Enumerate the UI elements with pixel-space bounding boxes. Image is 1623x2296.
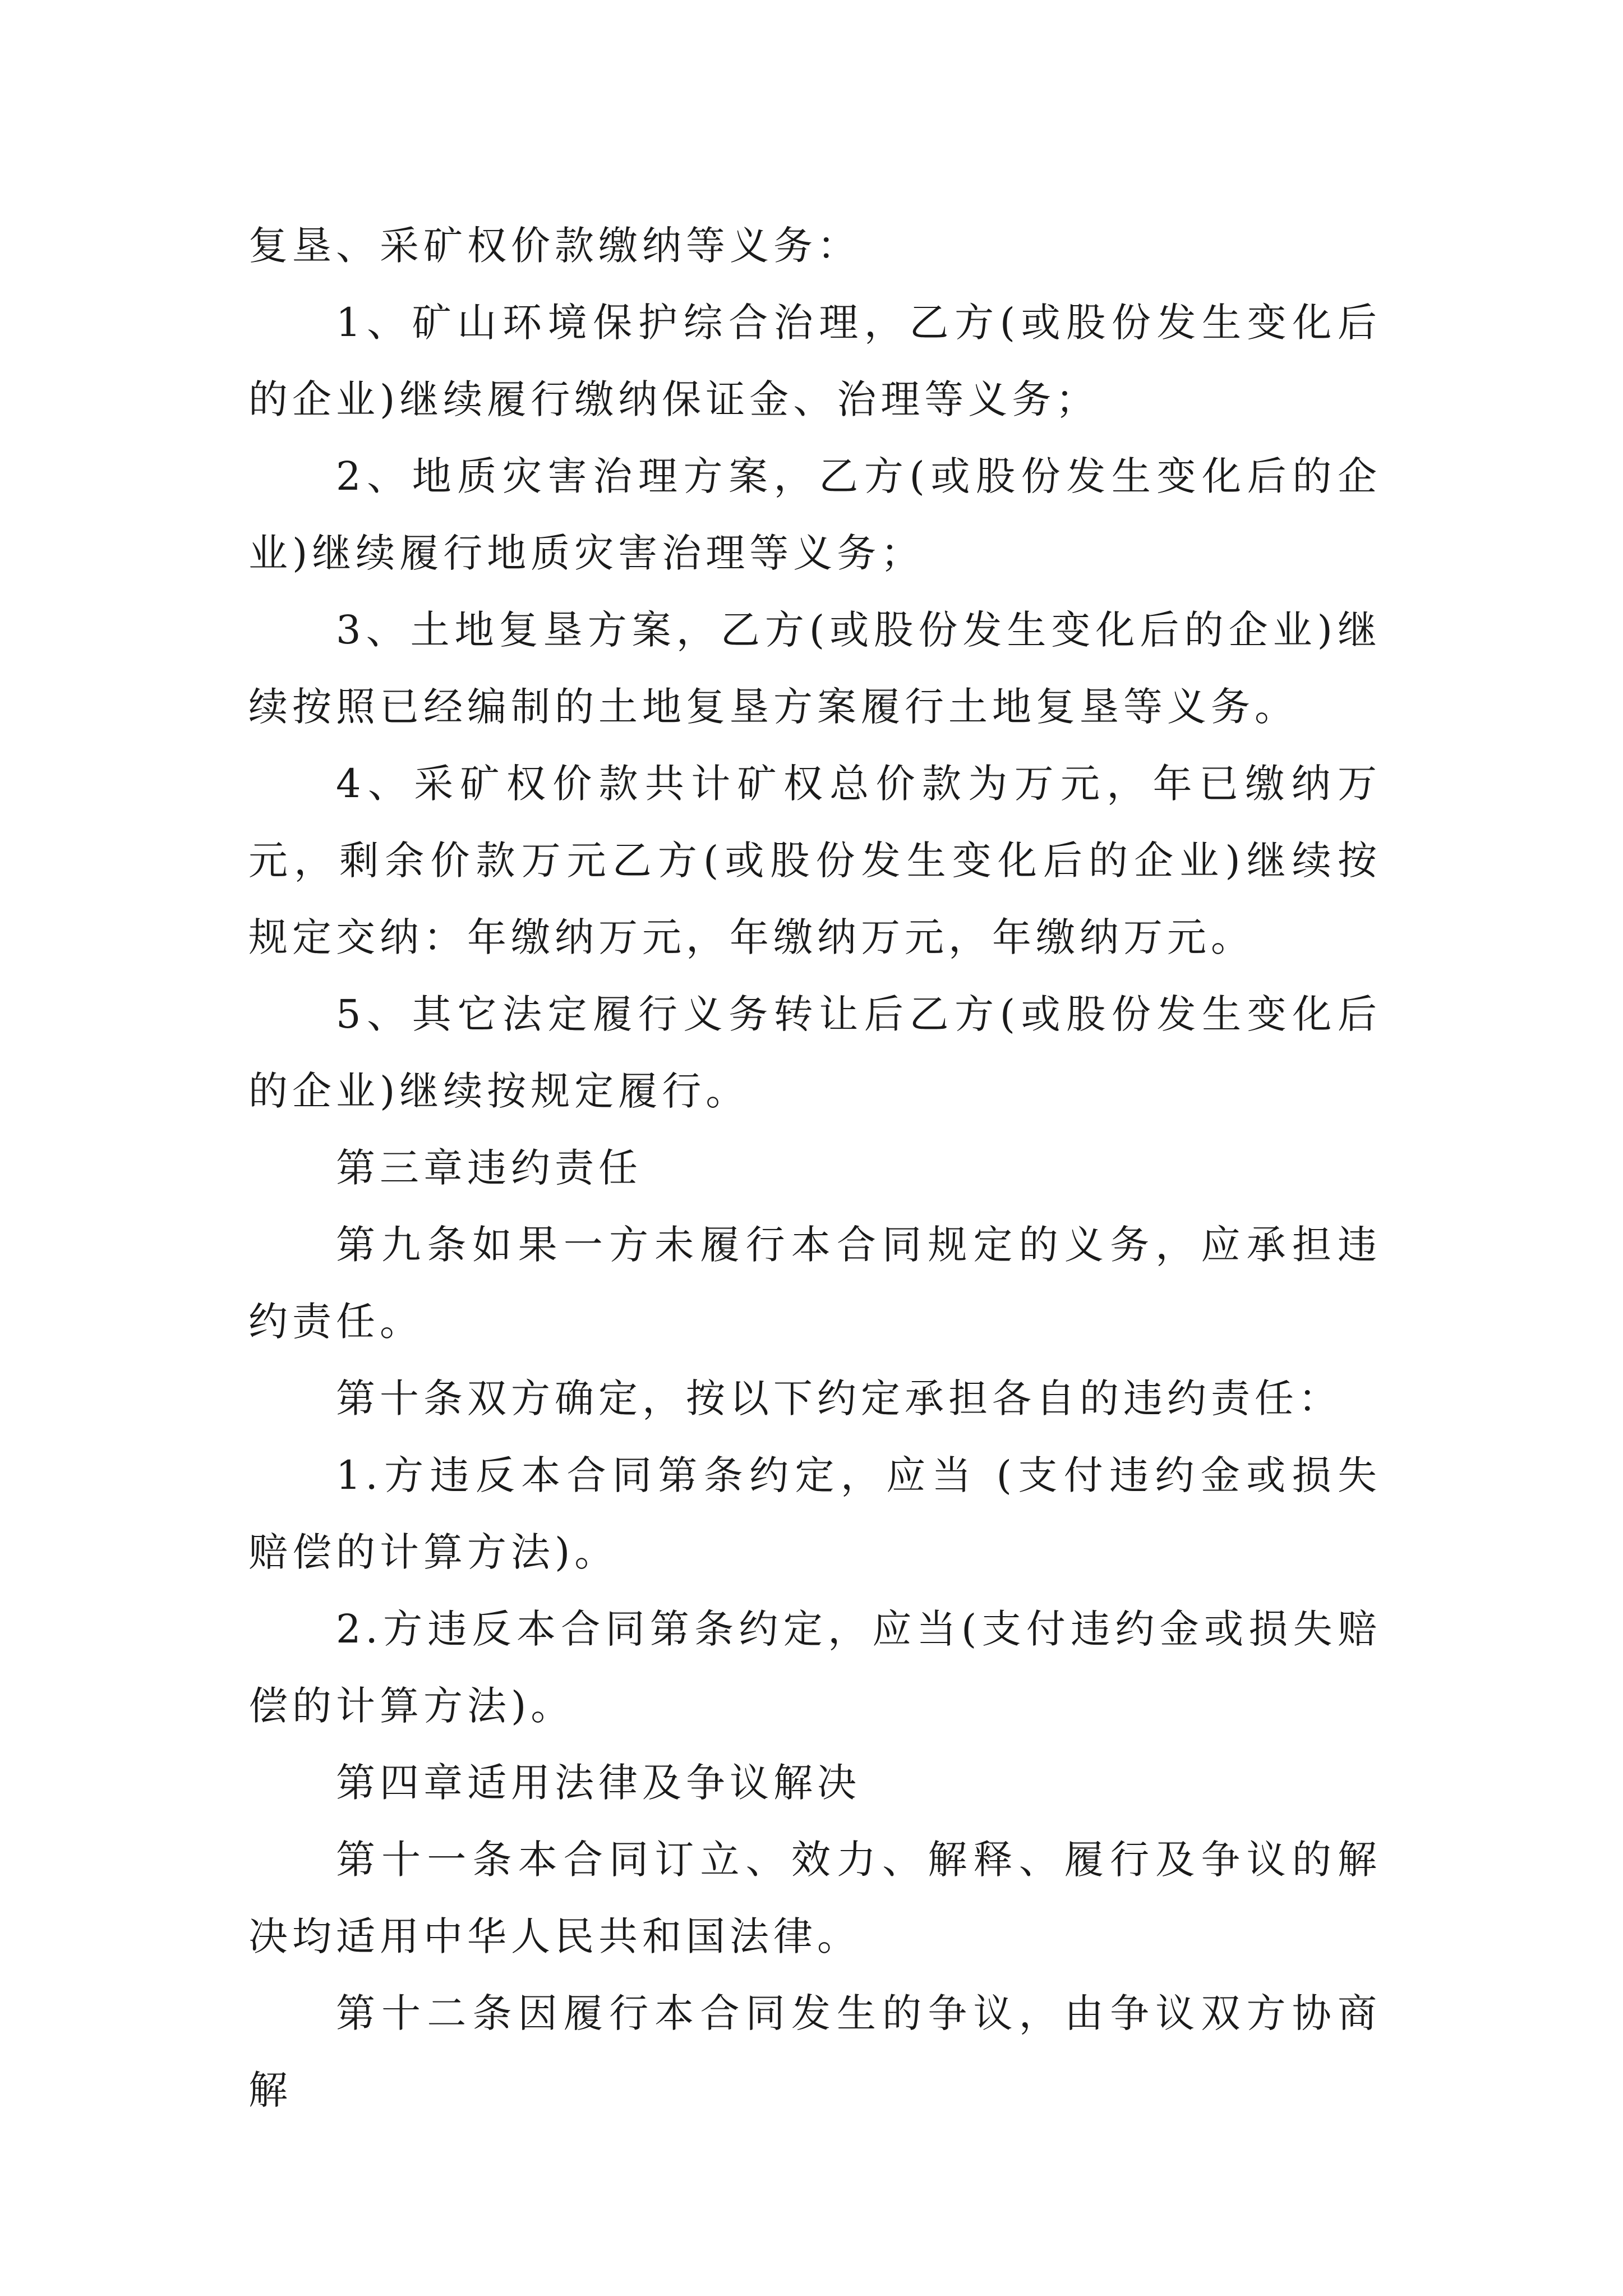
chapter-heading-4: 第四章适用法律及争议解决	[336, 1760, 861, 1806]
article-12: 第十二条因履行本合同发生的争议，由争议双方协商解	[248, 1990, 1381, 2113]
article-10-clause-2: 2.方违反本合同第条约定，应当(支付违约金或损失赔偿的计算方法)。	[248, 1606, 1381, 1729]
article-10: 第十条双方确定，按以下约定承担各自的违约责任：	[336, 1375, 1342, 1421]
article-11: 第十一条本合同订立、效力、解释、履行及争议的解决均适用中华人民共和国法律。	[248, 1837, 1381, 1959]
paragraph-item-5: 5、其它法定履行义务转让后乙方(或股份发生变化后的企业)继续按规定履行。	[248, 991, 1381, 1114]
paragraph-continuation: 复垦、采矿权价款缴纳等义务：	[248, 223, 861, 269]
paragraph-item-2: 2、地质灾害治理方案，乙方(或股份发生变化后的企业)继续履行地质灾害治理等义务；	[248, 453, 1381, 576]
chapter-heading-3: 第三章违约责任	[336, 1145, 642, 1191]
paragraph-item-3: 3、土地复垦方案，乙方(或股份发生变化后的企业)继续按照已经编制的土地复垦方案履行土地复垦等义务。	[248, 607, 1381, 730]
paragraph-item-4: 4、采矿权价款共计矿权总价款为万元，年已缴纳万元，剩余价款万元乙方(或股份发生变化后的企业)继续按规定交纳：年缴纳万元，年缴纳万元，年缴纳万元。	[248, 761, 1381, 960]
article-10-clause-1: 1.方违反本合同第条约定，应当 (支付违约金或损失赔偿的计算方法)。	[248, 1452, 1381, 1575]
article-9: 第九条如果一方未履行本合同规定的义务，应承担违约责任。	[248, 1222, 1381, 1345]
paragraph-item-1: 1、矿山环境保护综合治理，乙方(或股份发生变化后的企业)继续履行缴纳保证金、治理等义务；	[248, 300, 1381, 422]
document-body	[248, 208, 1381, 2129]
